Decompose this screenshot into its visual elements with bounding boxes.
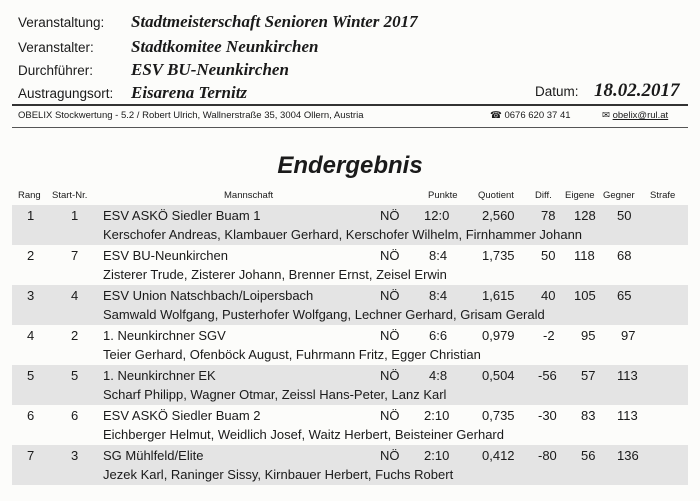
eigene-cell: 95 [581, 328, 596, 343]
start-cell: 6 [71, 408, 79, 423]
datum-value: 18.02.2017 [594, 80, 680, 101]
eigene-cell: 128 [574, 208, 596, 223]
punkte-cell: 8:4 [429, 248, 448, 263]
punkte-cell: 2:10 [424, 448, 450, 463]
team-cell: SG Mühlfeld/Elite [103, 448, 204, 463]
quotient-cell: 0,979 [482, 328, 515, 343]
start-cell: 4 [71, 288, 79, 303]
team-cell: ESV ASKÖ Siedler Buam 2 [103, 408, 261, 423]
table-row [12, 205, 688, 245]
land-cell: NÖ [380, 368, 400, 383]
ort-value: Eisarena Ternitz [131, 83, 248, 102]
rang-cell: 5 [27, 368, 35, 383]
eigene-cell: 105 [574, 288, 596, 303]
diff-cell: -30 [538, 408, 557, 423]
header-divider [12, 104, 688, 106]
eigene-cell: 56 [581, 448, 596, 463]
page-title: Endergebnis [277, 152, 423, 179]
punkte-cell: 4:8 [429, 368, 448, 383]
land-cell: NÖ [380, 408, 400, 423]
table-row [12, 285, 688, 325]
col-diff: Diff. [535, 190, 552, 201]
punkte-cell: 2:10 [424, 408, 450, 423]
email-link[interactable]: obelix@rul.at [612, 110, 669, 121]
team-cell: 1. Neunkirchner EK [103, 368, 216, 383]
veranstalter-value: Stadtkomitee Neunkirchen [131, 37, 319, 56]
diff-cell: 50 [541, 248, 556, 263]
quotient-cell: 1,735 [482, 248, 515, 263]
gegner-cell: 68 [617, 248, 632, 263]
players-cell: Teier Gerhard, Ofenböck August, Fuhrmann Fritz, Egger Christian [103, 347, 481, 362]
players-cell: Zisterer Trude, Zisterer Johann, Brenner Ernst, Zeisel Erwin [103, 267, 447, 282]
quotient-cell: 1,615 [482, 288, 515, 303]
ort-label: Austragungsort: [18, 86, 114, 101]
veranstaltung-value: Stadtmeisterschaft Senioren Winter 2017 [131, 12, 418, 31]
gegner-cell: 136 [617, 448, 639, 463]
team-cell: ESV ASKÖ Siedler Buam 1 [103, 208, 261, 223]
start-cell: 2 [71, 328, 79, 343]
diff-cell: 40 [541, 288, 556, 303]
table-row [12, 365, 688, 405]
col-mannschaft: Mannschaft [224, 190, 274, 201]
eigene-cell: 57 [581, 368, 596, 383]
players-cell: Jezek Karl, Raninger Sissy, Kirnbauer Herbert, Fuchs Robert [103, 467, 454, 482]
col-strafe: Strafe [650, 190, 676, 201]
table-row [12, 405, 688, 445]
players-cell: Samwald Wolfgang, Pusterhofer Wolfgang, Lechner Gerhard, Grisam Gerald [103, 307, 545, 322]
gegner-cell: 50 [617, 208, 632, 223]
team-cell: ESV BU-Neunkirchen [103, 248, 228, 263]
email-info [602, 110, 668, 121]
mail-icon: ✉ [602, 110, 610, 121]
rang-cell: 6 [27, 408, 35, 423]
table-row [12, 445, 688, 485]
gegner-cell: 113 [617, 408, 638, 423]
col-quotient: Quotient [478, 190, 514, 201]
land-cell: NÖ [380, 288, 400, 303]
gegner-cell: 97 [621, 328, 636, 343]
gegner-cell: 65 [617, 288, 632, 303]
start-cell: 5 [71, 368, 79, 383]
quotient-cell: 0,504 [482, 368, 515, 383]
diff-cell: -2 [543, 328, 555, 343]
col-rang: Rang [18, 190, 41, 201]
team-cell: 1. Neunkirchner SGV [103, 328, 226, 343]
gegner-cell: 113 [617, 368, 638, 383]
rang-cell: 4 [27, 328, 35, 343]
land-cell: NÖ [380, 328, 400, 343]
datum-label: Datum: [535, 84, 579, 99]
start-cell: 7 [71, 248, 79, 263]
col-punkte: Punkte [428, 190, 458, 201]
veranstaltung-label: Veranstaltung: [18, 15, 105, 30]
diff-cell: -80 [538, 448, 557, 463]
phone-info [490, 110, 571, 121]
land-cell: NÖ [380, 448, 400, 463]
col-start: Start-Nr. [52, 190, 88, 201]
eigene-cell: 83 [581, 408, 596, 423]
phone-number: 0676 620 37 41 [504, 110, 571, 121]
punkte-cell: 8:4 [429, 288, 448, 303]
rang-cell: 2 [27, 248, 35, 263]
col-gegner: Gegner [603, 190, 635, 201]
col-eigene: Eigene [565, 190, 595, 201]
players-cell: Eichberger Helmut, Weidlich Josef, Waitz Herbert, Beisteiner Gerhard [103, 427, 504, 442]
rang-cell: 1 [27, 208, 35, 223]
rang-cell: 3 [27, 288, 35, 303]
land-cell: NÖ [380, 248, 400, 263]
land-cell: NÖ [380, 208, 400, 223]
info-divider [12, 127, 688, 128]
start-cell: 3 [71, 448, 79, 463]
diff-cell: -56 [538, 368, 557, 383]
quotient-cell: 0,735 [482, 408, 515, 423]
rang-cell: 7 [27, 448, 35, 463]
software-info: OBELIX Stockwertung - 5.2 / Robert Ulrich, Wallnerstraße 35, 3004 Ollern, Austria [18, 110, 364, 121]
start-cell: 1 [71, 208, 79, 223]
quotient-cell: 2,560 [482, 208, 515, 223]
durchfuehrer-value: ESV BU-Neunkirchen [131, 60, 289, 79]
punkte-cell: 6:6 [429, 328, 448, 343]
team-cell: ESV Union Natschbach/Loipersbach [103, 288, 314, 303]
phone-icon: ☎ [490, 110, 502, 121]
punkte-cell: 12:0 [424, 208, 450, 223]
durchfuehrer-label: Durchführer: [18, 63, 94, 78]
diff-cell: 78 [541, 208, 556, 223]
players-cell: Scharf Philipp, Wagner Otmar, Zeissl Hans-Peter, Lanz Karl [103, 387, 447, 402]
veranstalter-label: Veranstalter: [18, 40, 94, 55]
table-row [12, 325, 688, 365]
players-cell: Kerschofer Andreas, Klambauer Gerhard, Kerschofer Wilhelm, Firnhammer Johann [103, 227, 583, 242]
eigene-cell: 118 [574, 248, 595, 263]
quotient-cell: 0,412 [482, 448, 515, 463]
table-row [12, 245, 688, 285]
